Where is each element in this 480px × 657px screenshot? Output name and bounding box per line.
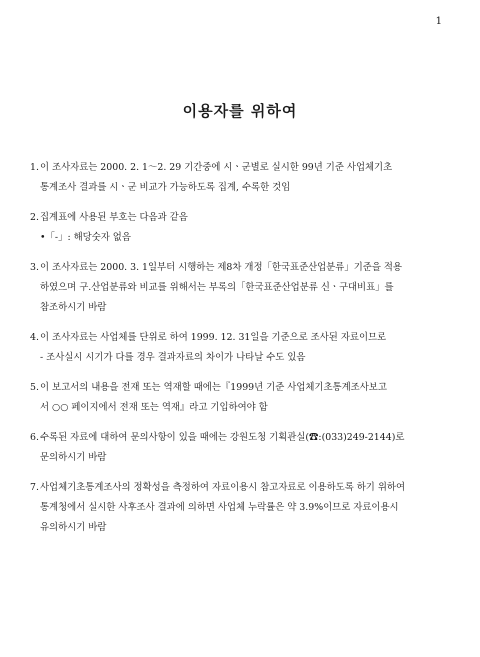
item-number: 6. bbox=[30, 432, 39, 443]
item-line: 통계조사 결과를 시ㆍ군 비교가 가능하도록 집계, 수록한 것임 bbox=[40, 182, 291, 193]
notice-item-7 bbox=[30, 478, 450, 538]
item-line: 이 보고서의 내용을 전재 또는 역재할 때에는『1999년 기준 사업체기초통계조사보고 bbox=[40, 382, 387, 393]
page-number: 1 bbox=[435, 16, 442, 27]
item-line: - 조사실시 시기가 다를 경우 결과자료의 차이가 나타날 수도 있음 bbox=[40, 352, 306, 363]
notice-list bbox=[30, 158, 450, 538]
notice-item-6 bbox=[30, 428, 450, 468]
item-number: 4. bbox=[30, 332, 39, 343]
item-number: 7. bbox=[30, 482, 39, 493]
item-line: 이 조사자료는 사업체를 단위로 하여 1999. 12. 31일을 기준으로 조사된 자료이므로 bbox=[40, 332, 387, 343]
item-line: 참조하시기 바람 bbox=[40, 302, 107, 313]
item-number: 3. bbox=[30, 262, 39, 273]
item-line: 문의하시기 바람 bbox=[40, 452, 107, 463]
item-number: 5. bbox=[30, 382, 39, 393]
item-line: 통계청에서 실시한 사후조사 결과에 의하면 사업체 누락률은 약 3.9%이므로 자료이용시 bbox=[40, 502, 399, 513]
item-line: •「-」: 해당숫자 없음 bbox=[40, 232, 131, 243]
item-line: 유의하시기 바람 bbox=[40, 522, 107, 533]
item-line: 사업체기초통계조사의 정확성을 측정하여 자료이용시 참고자료로 이용하도록 하기 위하여 bbox=[40, 482, 406, 493]
notice-item-2 bbox=[30, 208, 450, 248]
notice-item-4 bbox=[30, 328, 450, 368]
notice-item-1 bbox=[30, 158, 450, 198]
item-number: 2. bbox=[30, 212, 39, 223]
notice-item-3 bbox=[30, 258, 450, 318]
notice-item-5 bbox=[30, 378, 450, 418]
item-line: 이 조사자료는 2000. 2. 1～2. 29 기간중에 시ㆍ군별로 실시한 99년 기준 사업체기초 bbox=[40, 162, 393, 173]
item-line: 집계표에 사용된 부호는 다음과 같음 bbox=[40, 212, 188, 223]
item-line: 서 ○○ 페이지에서 전재 또는 역재』라고 기입하여야 함 bbox=[40, 402, 268, 413]
item-line: 수록된 자료에 대하여 문의사항이 있을 때에는 강원도청 기획관실(☎:(033)249-2144)로 bbox=[40, 432, 405, 443]
item-line: 하였으며 구.산업분류와 비교를 위해서는 부록의「한국표준산업분류 신ㆍ구대비표」를 bbox=[40, 282, 394, 293]
item-line: 이 조사자료는 2000. 3. 1일부터 시행하는 제8차 개정「한국표준산업분류」기준을 적용 bbox=[40, 262, 402, 273]
page-title: 이용자를 위하여 bbox=[182, 102, 298, 120]
item-number: 1. bbox=[30, 162, 39, 173]
